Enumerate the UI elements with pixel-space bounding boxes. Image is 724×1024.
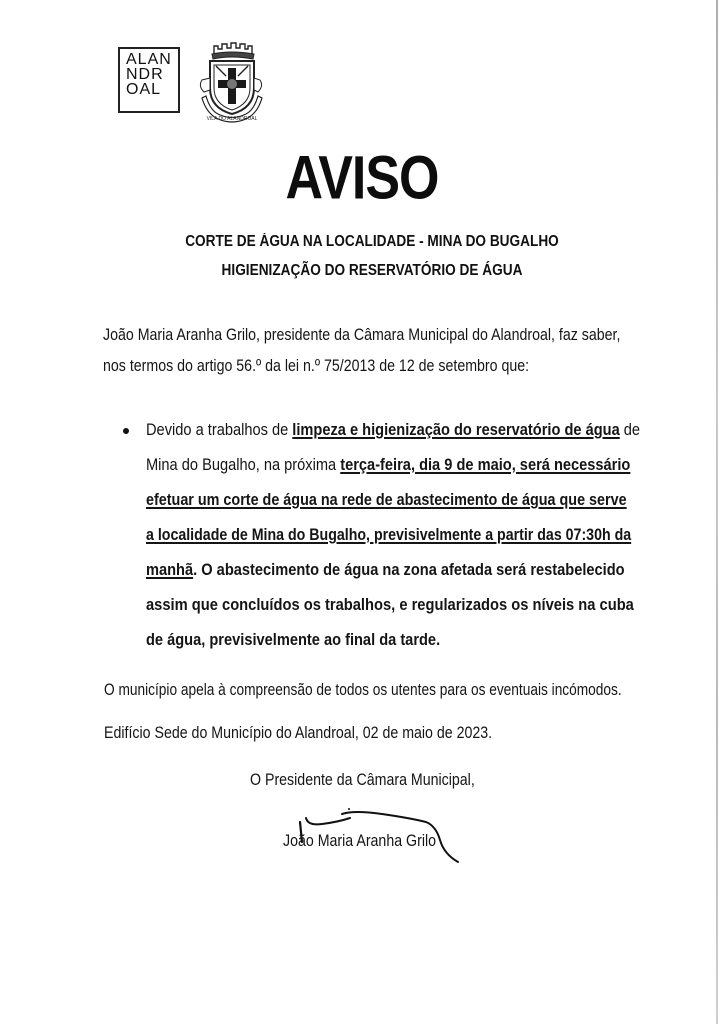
crest-motto: VILA DO ALANDROAL <box>206 116 258 122</box>
intro-line-2: nos termos do artigo 56.º da lei n.º 75/2013 de 12 de setembro que: <box>103 357 530 375</box>
emphasis-water-cut: efetuar um corte de água na rede de abastecimento de água que serve <box>146 490 627 509</box>
emphasis-location-time: a localidade de Mina do Bugalho, previsivelmente a partir das 07:30h da <box>146 525 632 544</box>
bullet-line-4 <box>146 525 631 545</box>
logo-line: ALAN <box>126 51 172 68</box>
text-segment: de <box>619 420 641 439</box>
logo-line: OAL <box>126 81 162 98</box>
bullet-icon <box>123 428 129 434</box>
logo-wordmark <box>126 52 178 97</box>
appeal-text: O município apela à compreensão de todos os utentes para os eventuais incómodos. <box>104 681 622 699</box>
text-segment: assim que concluídos os trabalhos, e regularizados os níveis na cuba <box>146 595 634 614</box>
place-date: Edifício Sede do Município do Alandroal, 02 de maio de 2023. <box>104 724 493 742</box>
coat-of-arms-icon <box>196 40 266 130</box>
alandroal-logo <box>118 47 180 113</box>
text-segment: Devido a trabalhos de <box>146 420 293 439</box>
text-segment: . O abastecimento de água na zona afetada será restabelecido <box>193 560 625 579</box>
signatory-title: O Presidente da Câmara Municipal, <box>250 771 475 789</box>
notice-title: AVISO <box>285 144 439 213</box>
bullet-line-6 <box>146 595 634 615</box>
intro-line-1: João Maria Aranha Grilo, presidente da Câmara Municipal do Alandroal, faz saber, <box>103 326 621 344</box>
text-segment: Mina do Bugalho, na próxima <box>146 455 341 474</box>
emphasis-date: terça-feira, dia 9 de maio, será necessário <box>340 455 631 474</box>
emphasis-cleaning: limpeza e higienização do reservatório de água <box>292 420 620 439</box>
bullet-line-3 <box>146 490 627 510</box>
bullet-line-7 <box>146 630 440 650</box>
subtitle-water-cut: CORTE DE ÁGUA NA LOCALIDADE - MINA DO BUGALHO <box>185 233 559 250</box>
emphasis-morning: manhã <box>146 560 194 579</box>
signatory-name: João Maria Aranha Grilo <box>283 832 437 850</box>
logo-line: NDR <box>126 66 164 83</box>
text-segment: de água, previsivelmente ao final da tarde. <box>146 630 441 649</box>
bullet-line-5 <box>146 560 625 580</box>
subtitle-reservoir-cleaning: HIGIENIZAÇÃO DO RESERVATÓRIO DE ÁGUA <box>221 262 523 279</box>
bullet-line-1 <box>146 420 640 440</box>
bullet-line-2 <box>146 455 630 475</box>
